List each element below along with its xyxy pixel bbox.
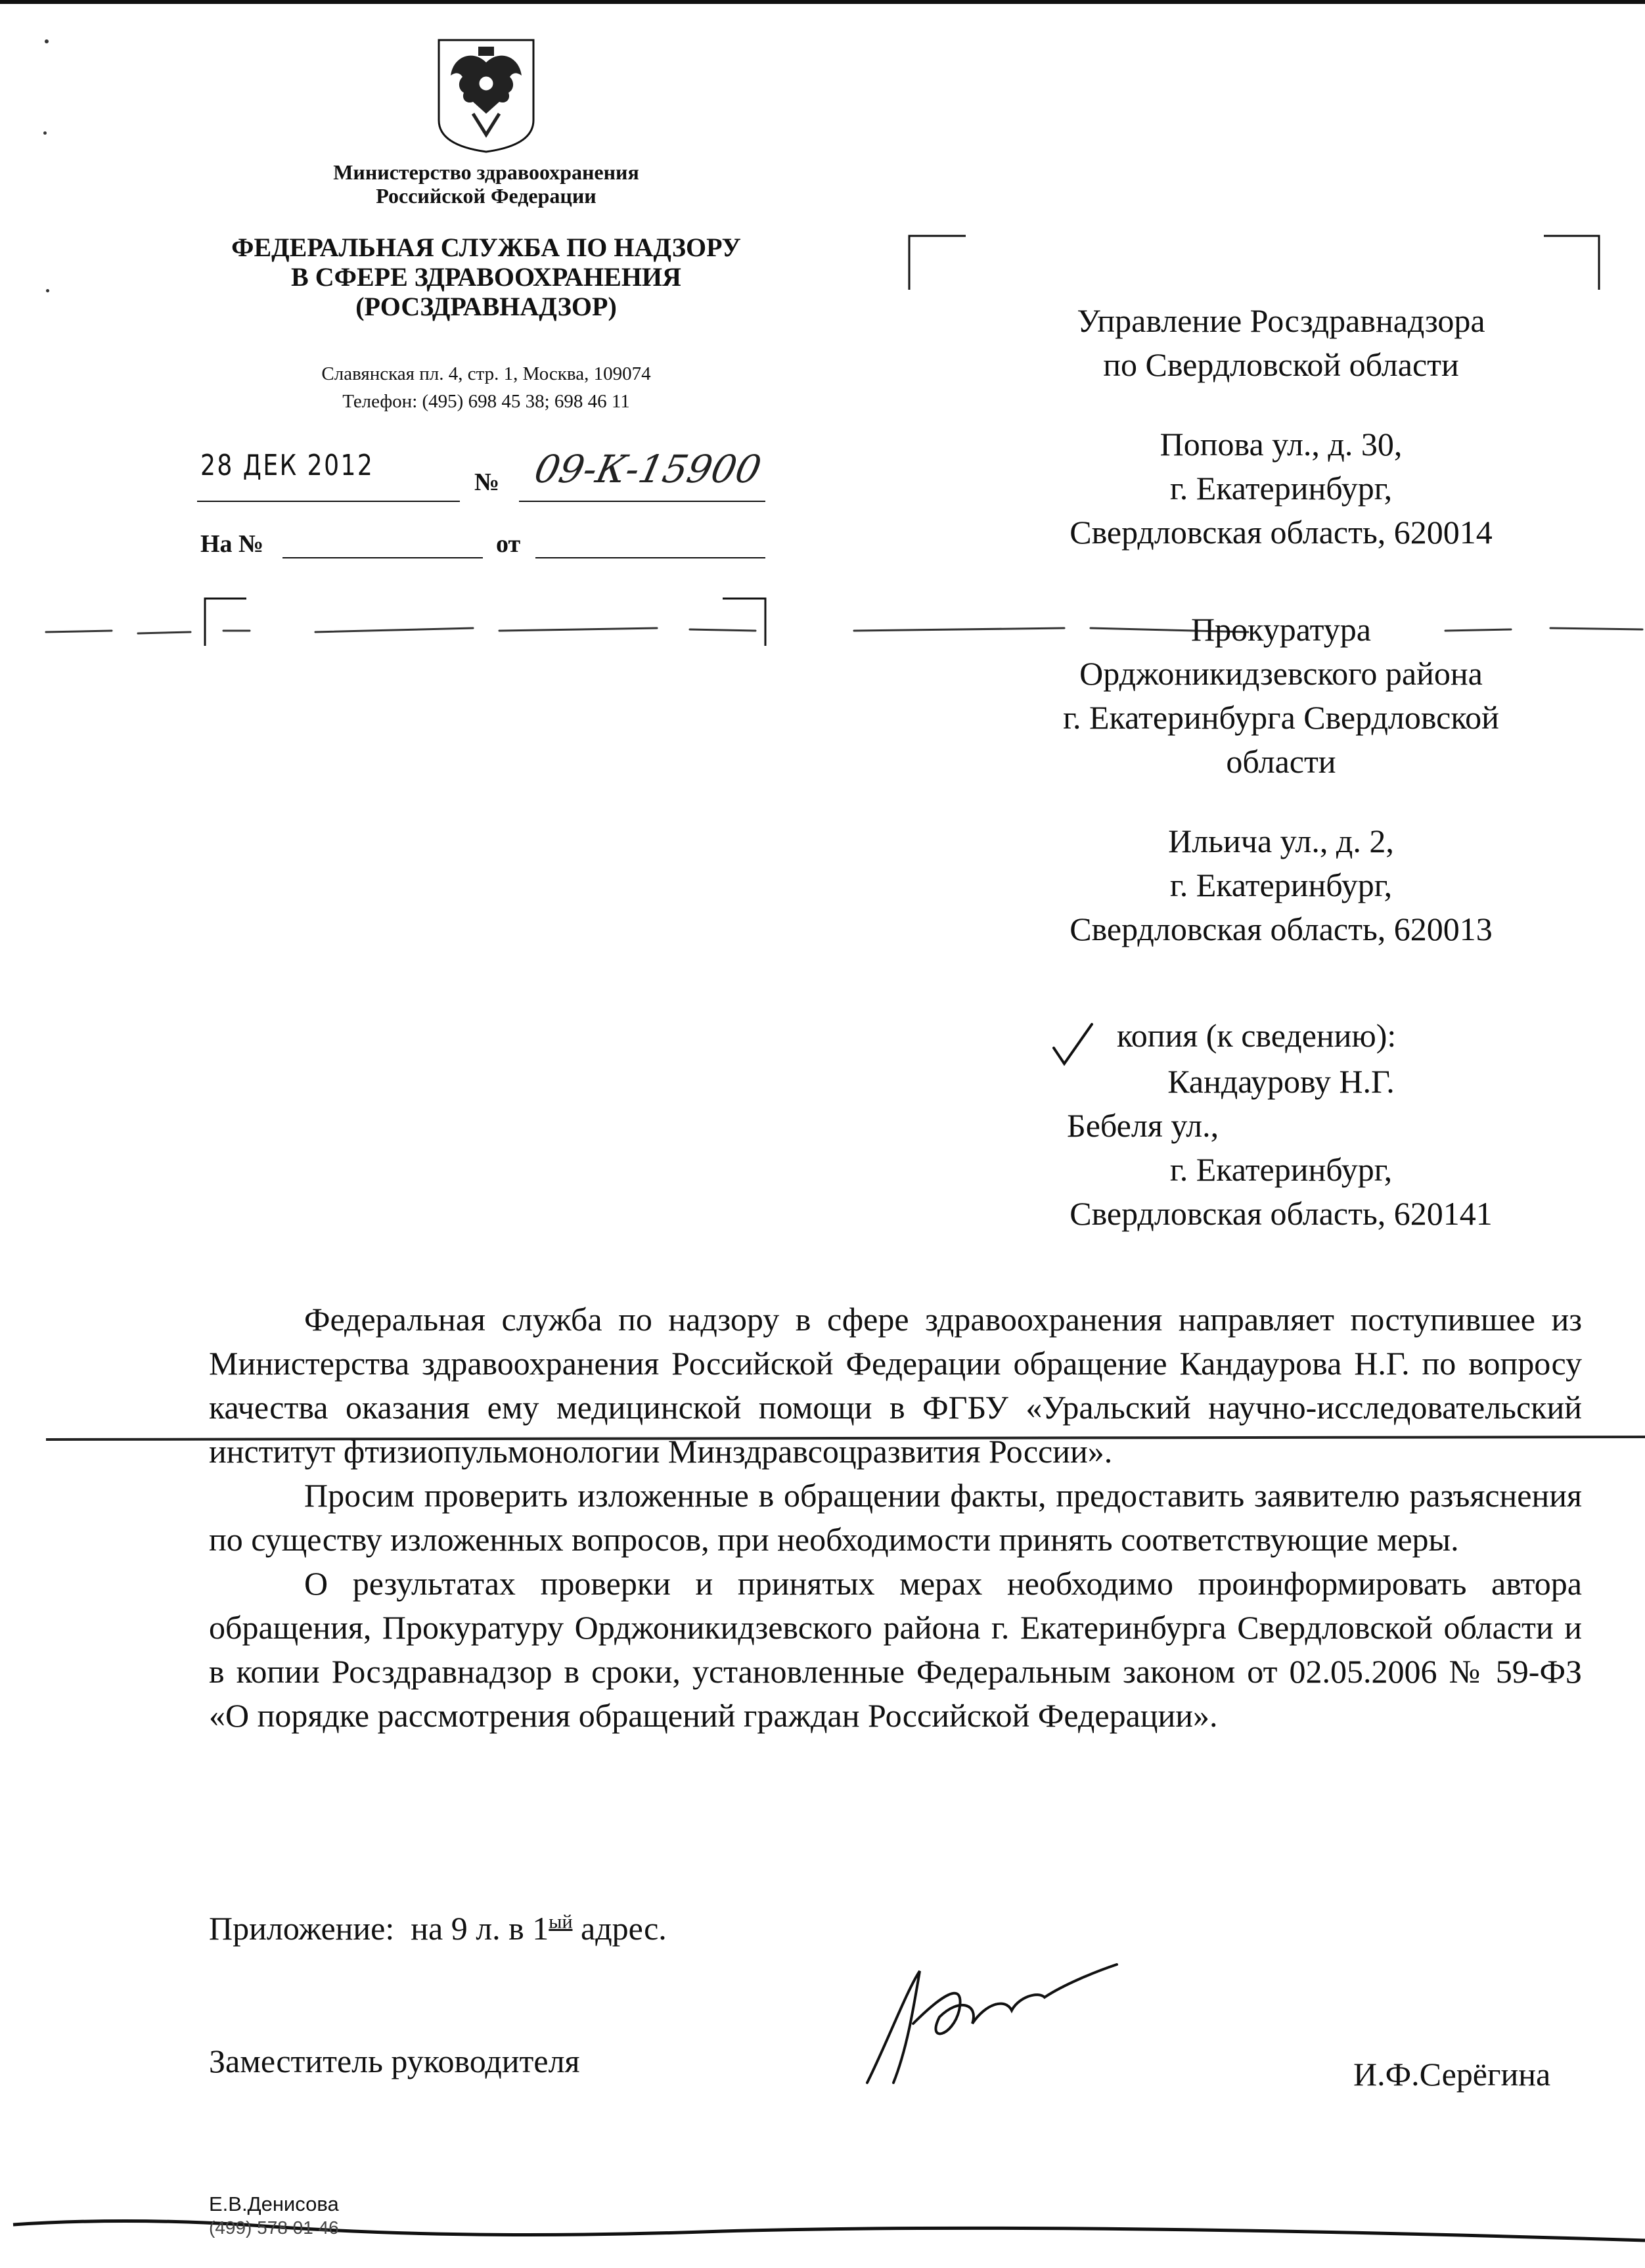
scan-top-edge bbox=[0, 0, 1645, 4]
from-label: от bbox=[496, 530, 521, 558]
reference-label: На № bbox=[200, 530, 264, 558]
executor-phone: (499) 578 01 46 bbox=[209, 2217, 339, 2238]
body-paragraph-1: Федеральная служба по надзору в сфере здравоохранения направляет поступившее из Министерства здравоохранения Российской Федерации обращение Кандаурова Н.Г. по вопросу качества оказания ему медицинской помощи в ФГБУ «Уральский научно-исследовательский институт фтизиопульмонологии Минздравсоцразвития России». bbox=[209, 1301, 1582, 1470]
sender-address: Славянская пл. 4, стр. 1, Москва, 109074 bbox=[321, 363, 651, 384]
recipient-3: Кандаурову Н.Г. Бебеля ул., г. Екатеринбург, Свердловская область, 620141 bbox=[1067, 1063, 1493, 1232]
handwritten-signature bbox=[847, 1951, 1123, 2089]
date-stamp: 28 ДЕК 2012 bbox=[200, 449, 374, 482]
reference-underline bbox=[282, 557, 483, 558]
scan-speck bbox=[45, 39, 49, 43]
recipient-1: Управление Росздравнадзора по Свердловской области Попова ул., д. 30, г. Екатеринбург, Свердловская область, 620014 bbox=[1070, 302, 1493, 551]
signatory-position: Заместитель руководителя bbox=[209, 2043, 580, 2079]
recipient-2: Прокуратура Орджоникидзевского района г. Екатеринбурга Свердловской области Ильича ул., д. 2, г. Екатеринбург, Свердловская область, 620013 bbox=[1063, 611, 1499, 947]
handwritten-number: 09-К-15900 bbox=[530, 447, 765, 491]
coat-of-arms-emblem bbox=[434, 36, 539, 154]
scan-speck bbox=[46, 289, 49, 292]
number-label: № bbox=[474, 468, 500, 496]
letter-body bbox=[209, 1298, 1582, 1738]
sender-phone: Телефон: (495) 698 45 38; 698 46 11 bbox=[342, 391, 630, 412]
number-underline bbox=[519, 501, 765, 502]
address-field-brackets bbox=[907, 233, 1603, 292]
ministry-name: Министерство здравоохранения Российской Федерации bbox=[333, 160, 639, 208]
signatory-name: И.Ф.Серёгина bbox=[1353, 2056, 1551, 2093]
appendix: Приложение: на 9 л. в $1^{ый}$ адрес. bbox=[209, 1910, 667, 1947]
date-underline bbox=[197, 501, 460, 502]
service-name: ФЕДЕРАЛЬНАЯ СЛУЖБА ПО НАДЗОРУ В СФЕРЕ ЗДРАВООХРАНЕНИЯ (РОСЗДРАВНАДЗОР) bbox=[231, 233, 741, 321]
body-paragraph-2: Просим проверить изложенные в обращении факты, предоставить заявителю разъяснения по существу изложенных вопросов, при необходимости принять соответствующие меры. bbox=[209, 1477, 1582, 1558]
copy-label: копия (к сведению): bbox=[1117, 1017, 1397, 1054]
scan-speck bbox=[43, 131, 47, 135]
from-underline bbox=[535, 557, 765, 558]
executor-name: Е.В.Денисова bbox=[209, 2192, 339, 2215]
body-paragraph-3: О результатах проверки и принятых мерах необходимо проинформировать автора обращения, Прокуратуру Орджоникидзевского района г. Екатеринбурга Свердловской области и в копии Росздравнадзор в сроки, установленные Федеральным законом от 02.05.2006 № 59-ФЗ «О порядке рассмотрения обращений граждан Российской Федерации». bbox=[209, 1565, 1582, 1734]
